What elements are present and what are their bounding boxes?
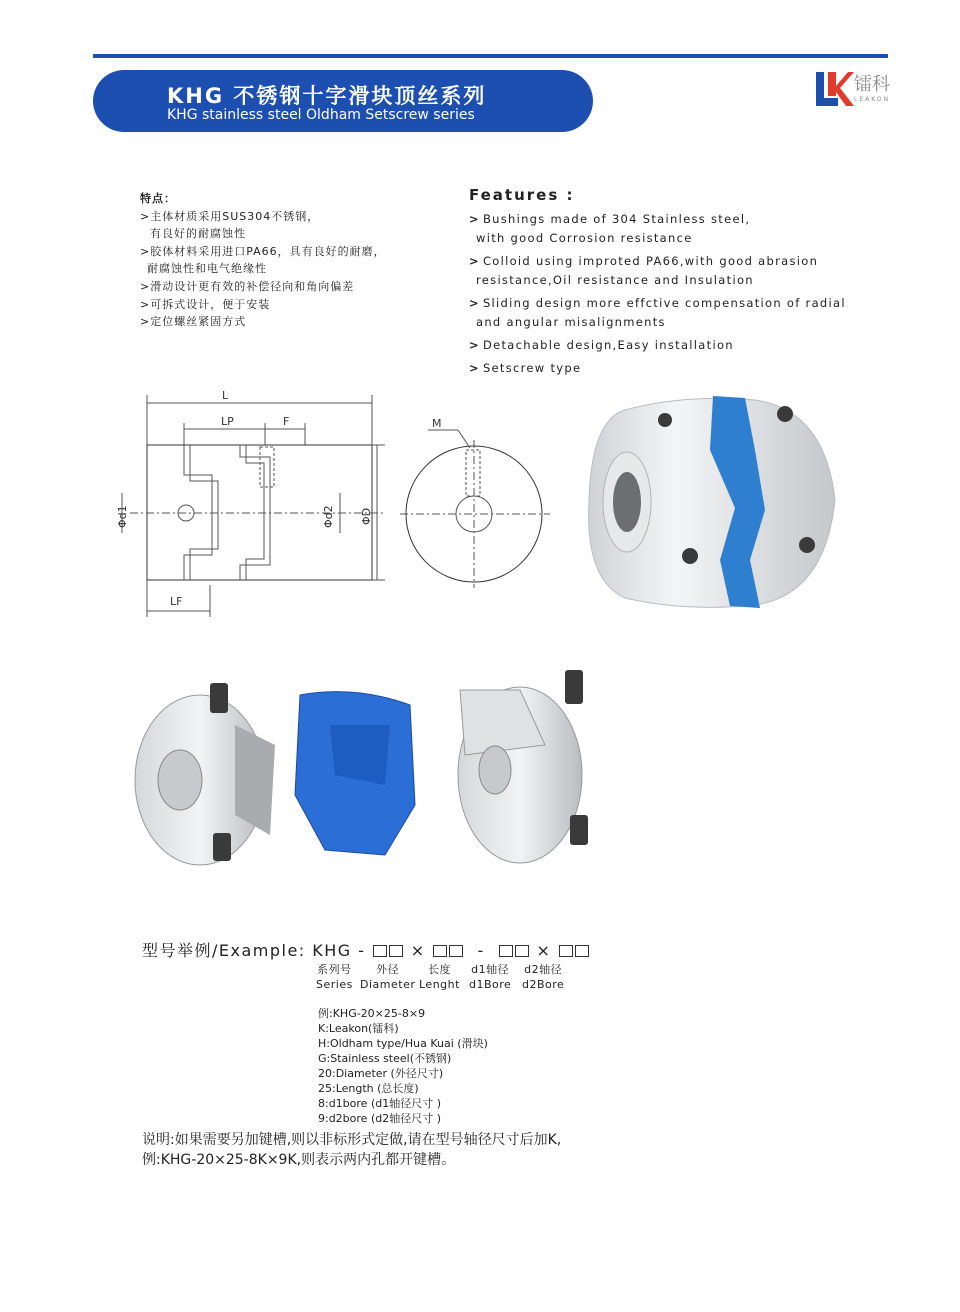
- lk-logo-icon: [814, 68, 854, 110]
- placeholder-box: [449, 945, 463, 957]
- code-d1: d1轴径 d1Bore: [469, 963, 512, 991]
- features-cn-line: 有良好的耐腐蚀性: [150, 227, 246, 241]
- end-view-drawing: [400, 410, 560, 590]
- bullet-icon: >: [469, 254, 480, 268]
- placeholder-box: [373, 945, 387, 957]
- placeholder-box: [499, 945, 513, 957]
- features-cn-line: >主体材质采用SUS304不锈钢，: [140, 209, 320, 223]
- dim-LP-label: LP: [221, 415, 234, 428]
- features-en-heading: Features :: [469, 186, 575, 204]
- bullet-icon: >: [469, 212, 480, 226]
- dim-LF-label: LF: [170, 595, 183, 608]
- bullet-icon: >: [469, 338, 480, 352]
- logo-en-text: LEAKON: [854, 96, 891, 103]
- placeholder-box: [389, 945, 403, 957]
- title-cn: KHG 不锈钢十字滑块顶丝系列: [167, 84, 487, 108]
- dim-F-label: F: [283, 415, 290, 428]
- dim-d2-label: Φd2: [322, 505, 335, 528]
- code-diameter: 外径 Diameter: [360, 963, 416, 991]
- feature-item: > Setscrew type: [469, 361, 582, 375]
- placeholder-box: [575, 945, 589, 957]
- coupling-photo: [585, 390, 845, 615]
- placeholder-box: [515, 945, 529, 957]
- code-series: 系列号 Series: [316, 963, 353, 991]
- code-d2: d2轴径 d2Bore: [522, 963, 565, 991]
- dim-d1-label: Φd1: [116, 505, 129, 528]
- title-banner: [93, 70, 593, 132]
- logo-cn-text: 镭科: [854, 74, 890, 95]
- features-cn-line: 耐腐蚀性和电气绝缘性: [147, 262, 267, 276]
- features-cn: [140, 190, 386, 331]
- keyway-note: 说明:如果需要另加键槽,则以非标形式定做,请在型号轴径尺寸后加K, 例:KHG-20×25-8K×9K,则表示两内孔都开键槽。: [142, 1132, 562, 1168]
- feature-item: > Detachable design,Easy installation: [469, 338, 734, 352]
- exploded-view-photo: [125, 665, 605, 880]
- code-length: 长度 Lenght: [419, 963, 460, 991]
- feature-item: > Colloid using improted PA66,with good abrasion resistance,Oil resistance and Insulation: [469, 254, 819, 287]
- model-example: 型号举例/Example: KHG - × - ×: [142, 938, 590, 961]
- feature-item: > Bushings made of 304 Stainless steel, with good Corrosion resistance: [469, 212, 751, 245]
- brand-logo: [814, 68, 894, 112]
- features-cn-heading: 特点：: [140, 192, 176, 205]
- top-rule: [93, 54, 888, 58]
- bullet-icon: >: [469, 361, 480, 375]
- bullet-icon: >: [469, 296, 480, 310]
- features-cn-line: >定位螺丝紧固方式: [140, 315, 247, 329]
- feature-item: > Sliding design more effctive compensation of radial and angular misalignments: [469, 296, 846, 329]
- dim-D-label: ΦD: [360, 507, 373, 525]
- side-view-drawing: [100, 385, 390, 625]
- features-en: [469, 186, 846, 382]
- example-prefix: 型号举例/Example: KHG -: [142, 941, 366, 960]
- placeholder-box: [433, 945, 447, 957]
- dim-L-label: L: [222, 389, 229, 402]
- features-cn-line: >胶体材料采用进口PA66，具有良好的耐磨，: [140, 244, 386, 258]
- example-explanation: 例:KHG-20×25-8×9 K:Leakon(镭科) H:Oldham type/Hua Kuai (滑块) G:Stainless steel(不锈钢) 20:Diameter (外径尺寸) 25:Length (总长度) 8:d1bore (d1轴径尺寸 ) 9:d2bore (d2轴径尺寸 ): [318, 1007, 488, 1125]
- features-cn-line: >可拆式设计，便于安装: [140, 297, 271, 311]
- placeholder-box: [559, 945, 573, 957]
- title-en: KHG stainless steel Oldham Setscrew series: [167, 107, 475, 123]
- dim-M-label: M: [432, 417, 442, 430]
- features-cn-line: >滑动设计更有效的补偿径向和角向偏差: [140, 279, 355, 293]
